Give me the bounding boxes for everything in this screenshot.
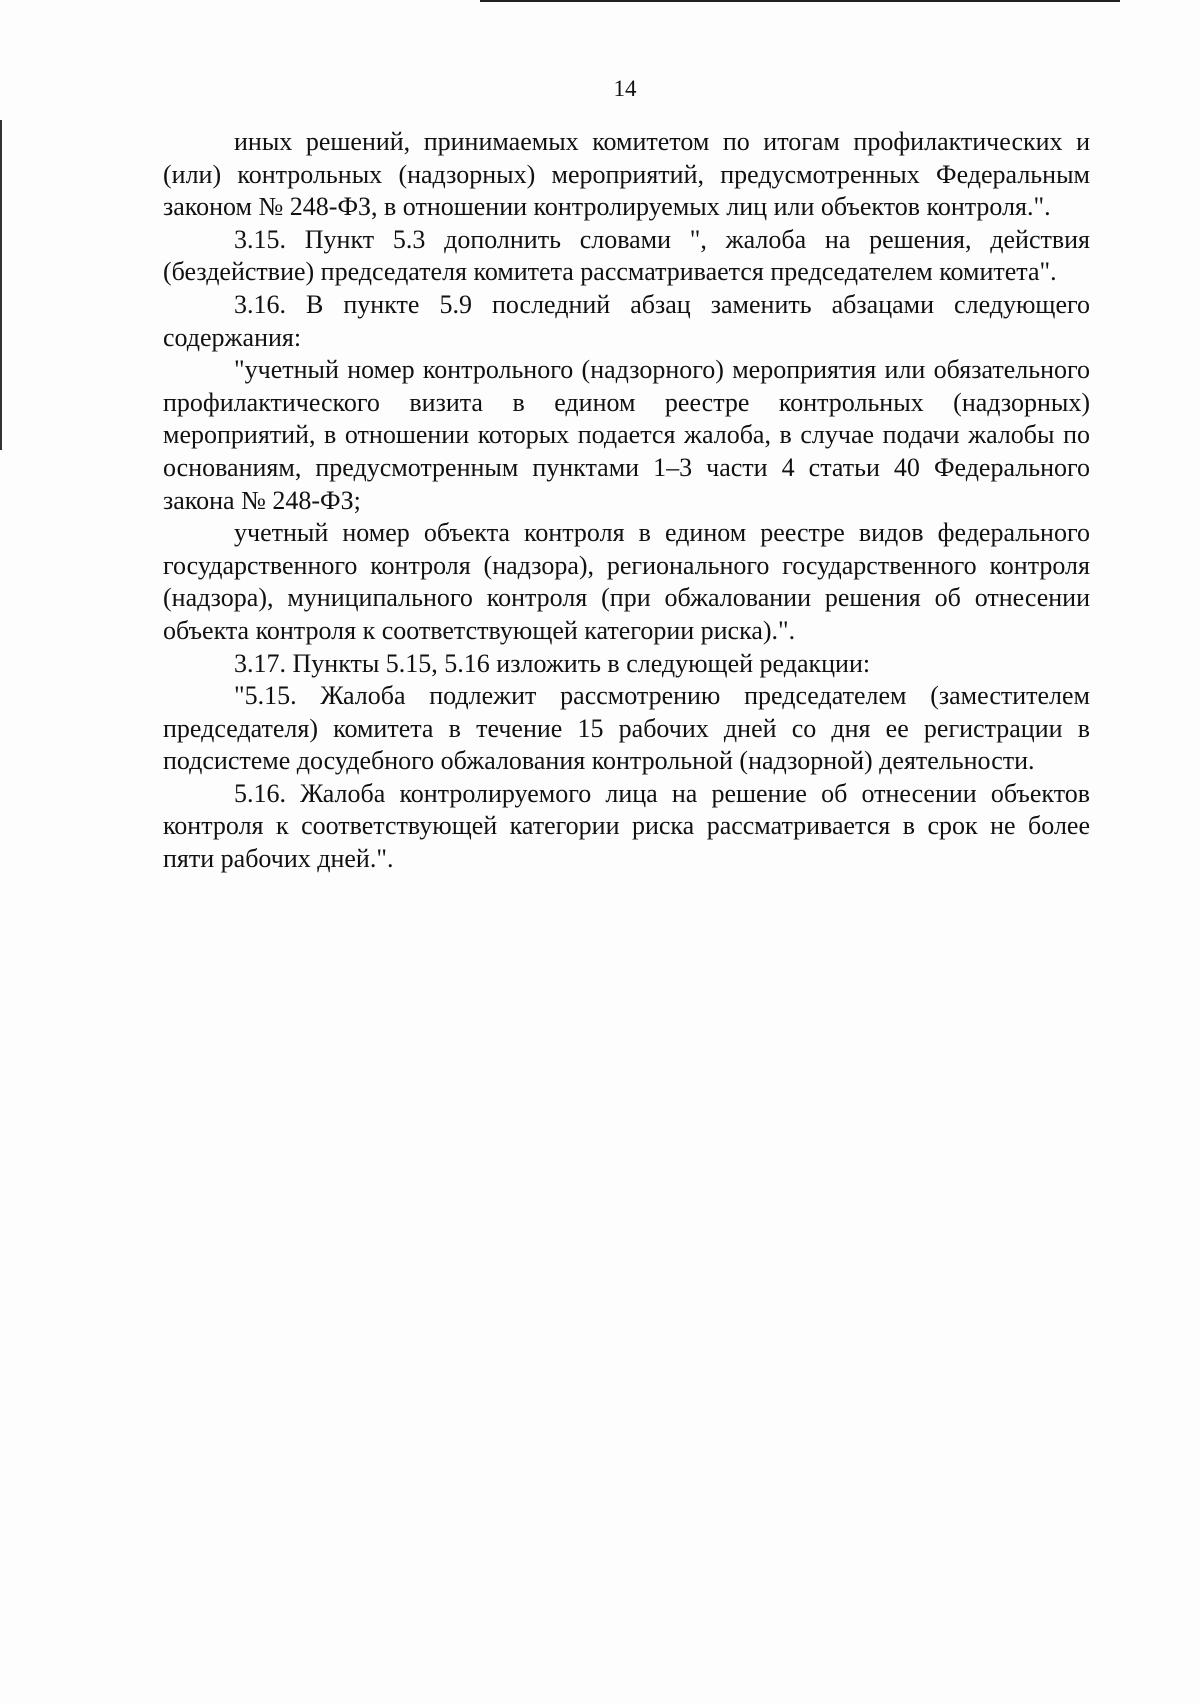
paragraph-5-15: "5.15. Жалоба подлежит рассмотрению председателем (заместителем председателя) комитета в течение 15 рабочих дней со дня ее регистрации в подсистеме досудебного обжалования контрольной (надзорной) деятельности. (163, 681, 1090, 776)
paragraph-continuation: иных решений, принимаемых комитетом по итогам профилактических и (или) контрольных (надзорных) мероприятий, предусмотренных Федеральным законом № 248-ФЗ, в отношении контролируемых лиц или объектов контроля.". (163, 127, 1090, 222)
paragraph-5-16: 5.16. Жалоба контролируемого лица на решение об отнесении объектов контроля к соответствующей категории риска рассматривается в срок не более пяти рабочих дней.". (163, 778, 1090, 874)
scan-edge-left (0, 120, 2, 450)
paragraph-3-16: 3.16. В пункте 5.9 последний абзац заменить абзацами следующего содержания: (163, 289, 1090, 352)
paragraph-3-17: 3.17. Пункты 5.15, 5.16 изложить в следующей редакции: (234, 648, 871, 678)
paragraph-object-registry-number: учетный номер объекта контроля в едином реестре видов федерального государственного контроля (надзора), регионального государственного контроля (надзора), муниципального контроля (при обжаловании решения об отнесении объекта контроля к соответствующей категории риска).". (163, 518, 1090, 645)
document-body (163, 126, 1090, 876)
page-number: 14 (613, 76, 637, 101)
paragraph-3-15: 3.15. Пункт 5.3 дополнить словами ", жалоба на решения, действия (бездействие) председателя комитета рассматривается председателем комитета". (163, 224, 1090, 287)
scan-edge-top (480, 0, 1120, 2)
paragraph-quote-registry-number: "учетный номер контрольного (надзорного) мероприятия или обязательного профилактического визита в едином реестре контрольных (надзорных) мероприятий, в отношении которых подается жалоба, в случае подачи жалобы по основаниям, предусмотренным пунктами 1–3 части 4 статьи 40 Федерального закона № 248-ФЗ; (163, 355, 1090, 515)
